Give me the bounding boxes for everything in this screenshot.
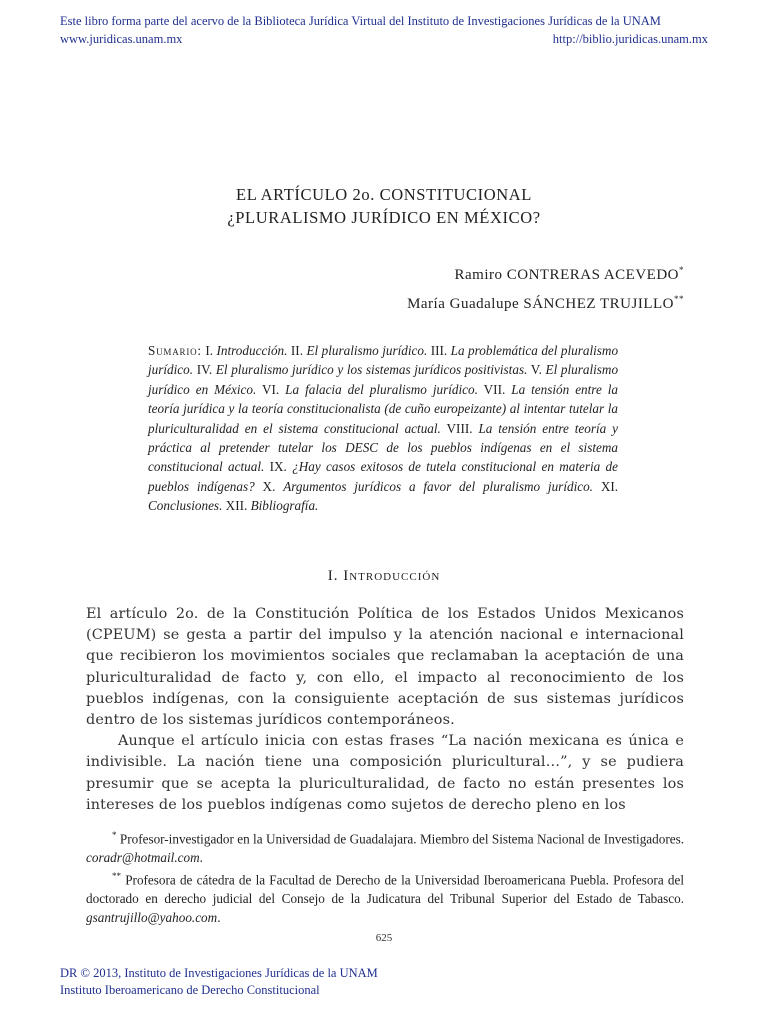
summary-item: VI. La falacia del pluralismo jurídico.: [261, 381, 478, 397]
body-text: [86, 604, 684, 816]
biblio-link[interactable]: http://biblio.juridicas.unam.mx: [552, 32, 708, 46]
footnote-2-email: gsantrujillo@yahoo.com: [86, 909, 218, 925]
header-notice: Este libro forma parte del acervo de la Biblioteca Jurídica Virtual del Instituto de Investigaciones Jurídicas de la UNAM: [60, 14, 661, 28]
author-1: Ramiro CONTRERAS ACEVEDO*: [454, 265, 684, 283]
summary-item: I. Introducción.: [205, 343, 288, 358]
footer-copyright: [60, 965, 378, 999]
summary-item: XI. Conclusiones.: [148, 478, 619, 514]
header-links: [60, 32, 708, 47]
summary-item: IV. El pluralismo jurídico y los sistemas jurídicos positivistas.: [196, 362, 528, 378]
summary-item: IX. ¿Hay casos exitosos de tutela constitucional en materia de pueblos indígenas?: [148, 459, 619, 494]
summary-item: VII. La tensión entre la teoría jurídica y la teoría constitucionalista (de cuño europeizante) al intentar tutelar la pluriculturalidad en el sistema constitucional actual.: [148, 381, 619, 436]
title-line-1: EL ARTÍCULO 2o. CONSTITUCIONAL: [236, 185, 532, 204]
footnote-2: ** Profesora de cátedra de la Facultad de Derecho de la Universidad Iberoamericana Puebla. Profesora del doctorado en derecho judicial del Consejo de la Judicatura del Tribunal Superior del Estado de Tabasco. gsantrujillo@yahoo.com.: [86, 871, 685, 925]
summary-item: II. El pluralismo jurídico.: [290, 343, 428, 358]
paragraph-1: El artículo 2o. de la Constitución Política de los Estados Unidos Mexicanos (CPEUM) se gesta a partir del impulso y la atención nacional e internacional que recibieron los movimientos sociales que reclamaban la aceptación de una pluriculturalidad de facto y, con ello, el impacto al reconocimiento de los pueblos indígenas, con la consiguiente aceptación de sus sistemas jurídicos dentro de los sistemas jurídicos contemporáneos.: [86, 606, 684, 729]
footnote-1: * Profesor-investigador en la Universidad de Guadalajara. Miembro del Sistema Nacional de Investigadores. coradr@hotmail.com.: [86, 830, 684, 865]
footnote-1-email: coradr@hotmail.com: [86, 849, 200, 865]
summary: [148, 341, 618, 516]
footer-line-2: Instituto Iberoamericano de Derecho Constitucional: [60, 983, 320, 997]
summary-item: V. El pluralismo jurídico en México.: [148, 362, 619, 397]
article-title: [0, 183, 768, 229]
juridicas-link[interactable]: www.juridicas.unam.mx: [60, 32, 183, 46]
paragraph-2: Aunque el artículo inicia con estas frases “La nación mexicana es única e indivisible. La nación tiene una composición pluricultural…”, y se pudiera presumir que se acepta la pluriculturalidad, de facto no están presentes los intereses de los pueblos indígenas como sujetos de derecho pleno en los: [86, 733, 684, 813]
section-heading: I. Introducción: [327, 568, 441, 584]
page-number: 625: [375, 932, 393, 944]
footnotes: [86, 826, 684, 927]
summary-item: X. Argumentos jurídicos a favor del pluralismo jurídico.: [262, 478, 593, 494]
author-2: María Guadalupe SÁNCHEZ TRUJILLO**: [407, 294, 684, 312]
summary-lead: Sumario:: [148, 343, 202, 358]
footer-line-1: DR © 2013, Instituto de Investigaciones Jurídicas de la UNAM: [60, 966, 378, 980]
title-line-2: ¿PLURALISMO JURÍDICO EN MÉXICO?: [227, 208, 541, 227]
summary-item: VIII. La tensión entre teoría y práctica al pretender tutelar los DESC de los pueblos indígenas en el sistema constitucional actual.: [148, 420, 619, 475]
authors: [407, 258, 684, 316]
summary-item: III. La problemática del pluralismo jurídico.: [148, 343, 619, 378]
summary-item: XII. Bibliografía.: [225, 498, 319, 514]
